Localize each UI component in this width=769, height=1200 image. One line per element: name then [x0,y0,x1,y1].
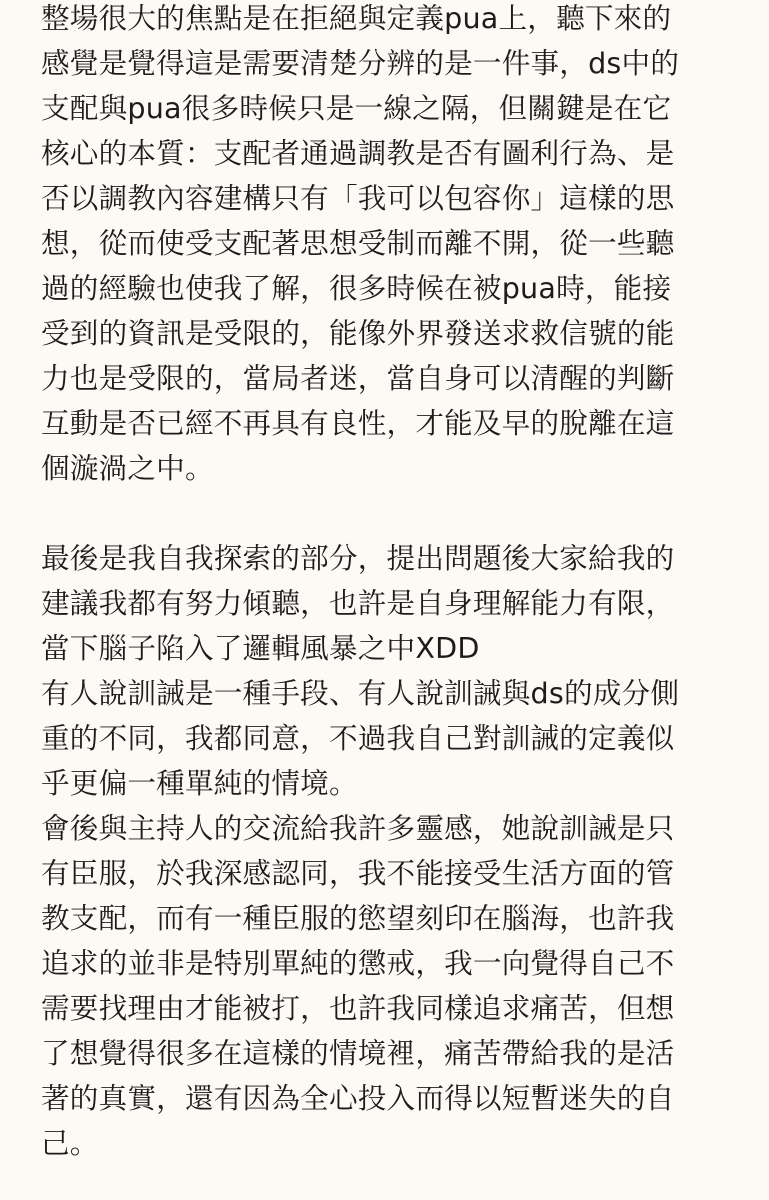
paragraph-self-exploration [41,536,769,1166]
text-line: 著的真實，還有因為全心投入而得以短暫迷失的自 [41,1081,675,1115]
text-line: 重的不同，我都同意，不過我自己對訓誡的定義似 [41,721,675,755]
text-line: 感覺是覺得這是需要清楚分辨的是一件事，ds中的 [41,46,680,80]
paragraph-gap [41,491,769,536]
text-line: 需要找理由才能被打，也許我同樣追求痛苦，但想 [41,991,675,1025]
text-line: 受到的資訊是受限的，能像外界發送求救信號的能 [41,316,675,350]
text-line: 有臣服，於我深感認同，我不能接受生活方面的管 [41,856,675,890]
text-line: 支配與pua很多時候只是一線之隔，但關鍵是在它 [41,91,672,125]
text-line: 有人說訓誡是一種手段、有人說訓誡與ds的成分側 [41,676,680,710]
text-line: 否以調教內容建構只有「我可以包容你」這樣的思 [41,181,675,215]
text-line: 最後是我自我探索的部分，提出問題後大家給我的 [41,541,675,575]
text-line: 互動是否已經不再具有良性，才能及早的脫離在這 [41,406,675,440]
text-line: 追求的並非是特別單純的懲戒，我一向覺得自己不 [41,946,675,980]
text-line: 了想覺得很多在這樣的情境裡，痛苦帶給我的是活 [41,1036,675,1070]
text-line: 當下腦子陷入了邏輯風暴之中XDD [41,631,480,665]
text-line: 乎更偏一種單純的情境。 [41,766,358,800]
paragraph-pua [41,0,769,491]
text-line: 過的經驗也使我了解，很多時候在被pua時，能接 [41,271,672,305]
text-line: 想，從而使受支配著思想受制而離不開，從一些聽 [41,226,675,260]
text-line: 己。 [41,1126,99,1160]
text-line: 個漩渦之中。 [41,451,214,485]
text-line: 核心的本質：支配者通過調教是否有圖利行為、是 [41,136,675,170]
text-line: 整場很大的焦點是在拒絕與定義pua上，聽下來的 [41,1,672,35]
text-line: 建議我都有努力傾聽，也許是自身理解能力有限， [41,586,675,620]
text-line: 力也是受限的，當局者迷，當自身可以清醒的判斷 [41,361,675,395]
text-line: 教支配，而有一種臣服的慾望刻印在腦海，也許我 [41,901,675,935]
text-line: 會後與主持人的交流給我許多靈感，她說訓誡是只 [41,811,675,845]
